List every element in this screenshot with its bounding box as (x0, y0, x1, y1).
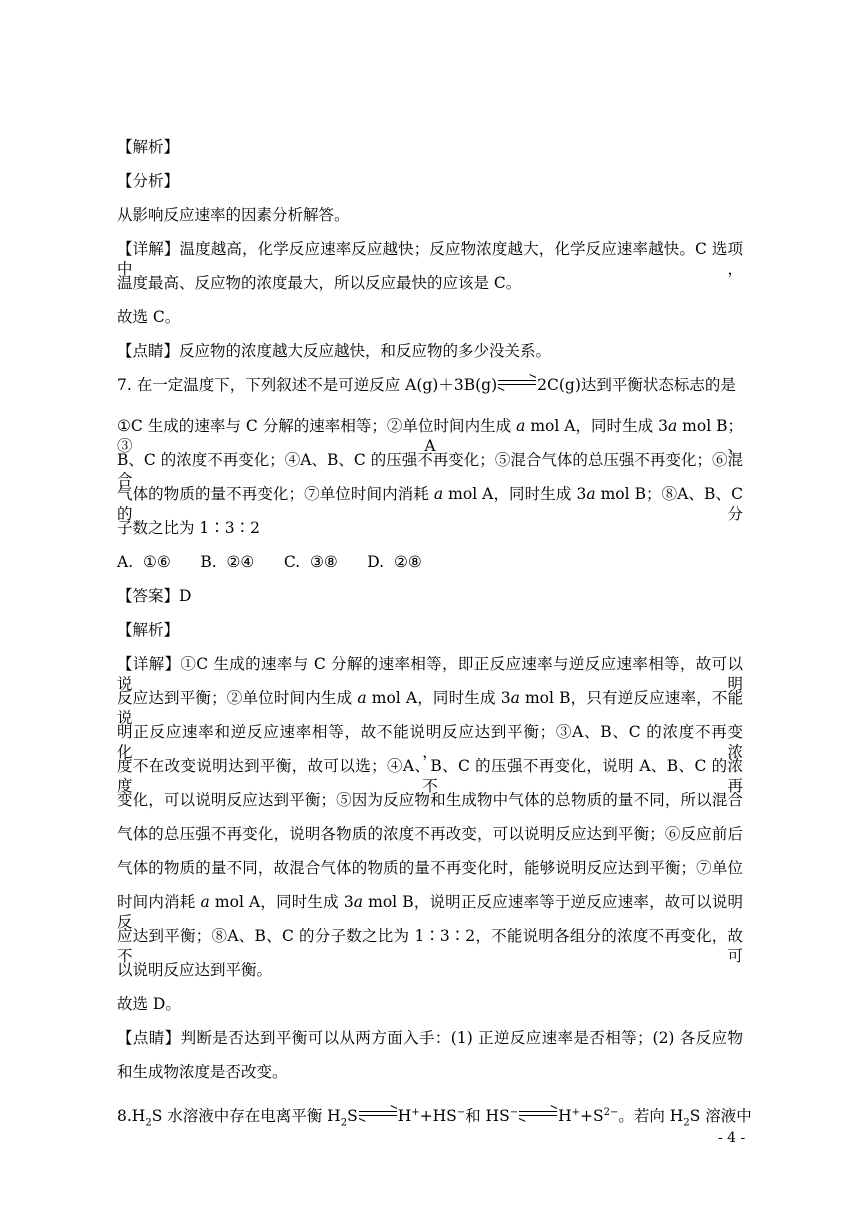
superscript: 2− (603, 1107, 619, 1118)
italic-var: a (667, 417, 678, 435)
page-number: - 4 - (718, 1130, 746, 1146)
italic-var: a (353, 893, 364, 911)
superscript: − (509, 1107, 519, 1118)
section-jiexi-2: 【解析】 (117, 621, 180, 639)
text-span: 8.H (117, 1107, 146, 1126)
explain-line-3: 明正反应速率和逆反应速率相等，故不能说明反应达到平衡；③A、B、C 的浓度不再变化，浓 (117, 723, 743, 761)
question-8 (117, 1103, 752, 1133)
reversible-arrow-icon (498, 378, 536, 388)
explain-line-7: 气体的物质的量不同，故混合气体的物质的量不再变化时，能够说明反应达到平衡；⑦单位 (117, 859, 743, 877)
text-span: mol B，说明正反应速率等于逆反应速率，故可以说明反 (117, 893, 744, 931)
text-span: H (558, 1107, 572, 1126)
reversible-arrow-icon (519, 1109, 557, 1119)
tip-text: 【点睛】反应物的浓度越大反应越快，和反应物的多少没关系。 (117, 342, 552, 360)
text-span: S 溶液中 (689, 1107, 752, 1126)
choice-c-text: 故选 C。 (117, 308, 181, 326)
explain-line-10: 以说明反应达到平衡。 (117, 961, 273, 979)
detail-line-2: 温度最高、反应物的浓度最大，所以反应最快的应该是 C。 (117, 274, 522, 292)
italic-var: a (510, 689, 520, 707)
explain-line-4: 度不在改变说明达到平衡，故可以选；④A、B、C 的压强不再变化，说明 A、B、C 的浓度不再 (117, 757, 743, 795)
italic-var: a (516, 417, 526, 435)
answer-choices: A. ①⑥ B. ②④ C. ③⑧ D. ②⑧ (117, 553, 422, 571)
text-span: S 水溶液中存在电离平衡 H (151, 1107, 341, 1126)
text-span: mol A，同时生成 3 (366, 689, 511, 707)
explain-line-9: 应达到平衡；⑧A、B、C 的分子数之比为 1∶3∶2，不能说明各组分的浓度不再变化，故不可 (117, 927, 743, 965)
options-line-4: 子数之比为 1∶3∶2 (117, 519, 261, 537)
italic-var: a (433, 485, 444, 503)
text-span: mol B；③A、 (117, 417, 744, 455)
question-7-part-2: 2C(g)达到平衡状态标志的是 (537, 376, 736, 394)
section-jiexi-1: 【解析】 (117, 138, 180, 156)
tip-line-1: 【点睛】判断是否达到平衡可以从两方面入手：(1) 正逆反应速率是否相等；(2) 各反应物 (117, 1029, 743, 1047)
text-span: H (397, 1107, 412, 1126)
italic-var: a (200, 893, 210, 911)
text-span: mol A，同时生成 3 (443, 485, 587, 503)
text-span: ①C 生成的速率与 C 分解的速率相等；②单位时间内生成 (117, 417, 517, 435)
explain-line-6: 气体的总压强不再变化，说明各物质的浓度不再改变，可以说明反应达到平衡；⑥反应前后 (117, 825, 743, 843)
text-span: 和 HS (465, 1107, 510, 1126)
tip-line-2: 和生成物浓度是否改变。 (117, 1063, 288, 1081)
options-line-2: B、C 的浓度不再变化；④A、B、C 的压强不再变化；⑤混合气体的总压强不再变化；⑥混合 (117, 451, 743, 489)
text-span: +S (580, 1107, 604, 1126)
reversible-arrow-icon (359, 1109, 397, 1119)
italic-var: a (357, 689, 367, 707)
text-span: +HS (419, 1107, 457, 1126)
explain-line-1: 【详解】①C 生成的速率与 C 分解的速率相等，即正反应速率与逆反应速率相等，故可以说明 (117, 655, 743, 693)
detail-line-1: 【详解】温度越高，化学反应速率反应越快；反应物浓度越大，化学反应速率越快。C 选项中， (117, 240, 743, 278)
explain-line-5: 变化，可以说明反应达到平衡；⑤因为反应物和生成物中气体的总物质的量不同，所以混合 (117, 791, 743, 809)
question-7-part-1: 7. 在一定温度下，下列叙述不是可逆反应 A(g)＋3B(g) (117, 376, 498, 394)
superscript: + (411, 1107, 420, 1118)
subscript: 2 (683, 1117, 690, 1129)
text-span: mol B；⑧A、B、C 的分 (117, 485, 743, 523)
analysis-text: 从影响反应速率的因素分析解答。 (117, 206, 350, 224)
superscript: + (571, 1107, 581, 1118)
text-span: 反应达到平衡；②单位时间内生成 (117, 689, 358, 707)
italic-var: a (586, 485, 596, 503)
question-7 (117, 375, 736, 395)
text-span: 。若向 H (618, 1107, 684, 1126)
text-span: S (347, 1107, 358, 1126)
text-span: 时间内消耗 (117, 893, 201, 911)
text-span: mol B，只有逆反应速率，不能说 (117, 689, 744, 727)
answer: 【答案】D (117, 587, 192, 605)
choice-d-text: 故选 D。 (117, 995, 181, 1013)
section-fenxi: 【分析】 (117, 172, 180, 190)
subscript: 2 (340, 1117, 348, 1129)
subscript: 2 (145, 1117, 152, 1129)
text-span: 气体的物质的量不再变化；⑦单位时间内消耗 (117, 485, 434, 503)
text-span: mol A，同时生成 3 (209, 893, 354, 911)
superscript: − (456, 1107, 466, 1118)
text-span: mol A，同时生成 3 (525, 417, 668, 435)
